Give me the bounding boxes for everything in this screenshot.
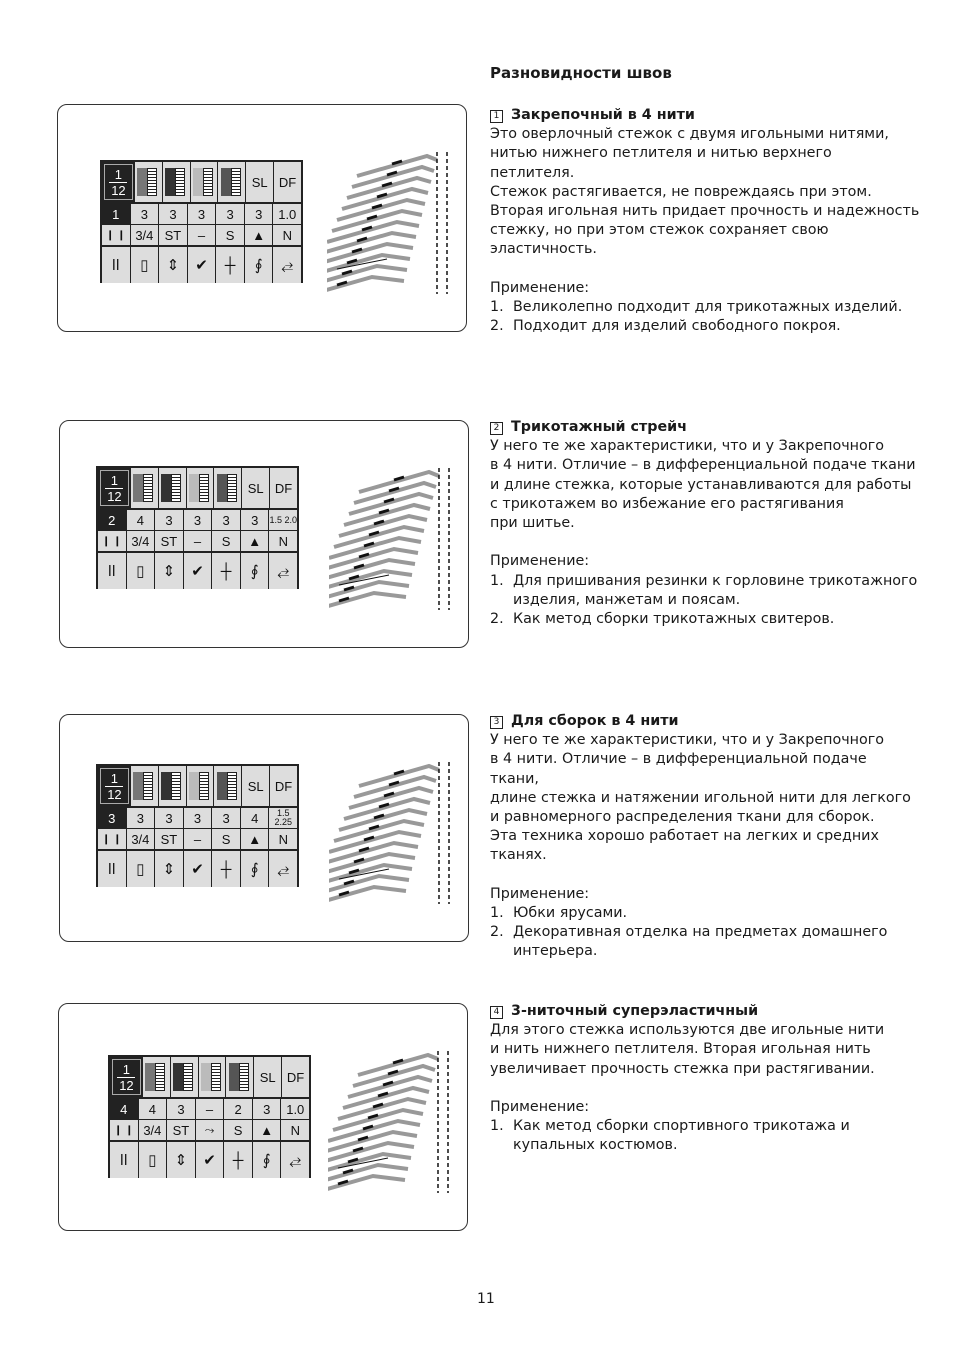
foot-icon: ✔ <box>188 247 216 283</box>
thread-tension-2 <box>159 766 186 806</box>
stitch-number: 1 <box>102 204 130 224</box>
section-heading <box>490 418 920 437</box>
foot-icon: ✔ <box>184 553 212 589</box>
threading-icon: ⥄ <box>281 1142 309 1178</box>
thread-tension-1 <box>135 162 162 202</box>
setting-value: 3 <box>184 510 212 530</box>
spacer <box>490 866 920 885</box>
thread-tension-4 <box>226 1057 253 1097</box>
section-heading <box>490 106 920 125</box>
fraction <box>105 772 123 801</box>
tension-dial-icon <box>145 1063 167 1091</box>
needle-setting: S <box>224 1120 252 1140</box>
header-sl: SL <box>246 162 273 202</box>
settings-row <box>98 510 297 530</box>
setting-value: 3 <box>159 204 187 224</box>
wavy-stitch-icon: ⤳ <box>204 1122 215 1137</box>
setting-value: 3 <box>212 808 240 828</box>
 <box>143 474 153 502</box>
body-line: эластичность. <box>490 241 597 258</box>
usage-text: Подходит для изделий свободного покроя. <box>513 318 841 335</box>
setting-value: 3 <box>241 510 269 530</box>
thread-tension-3 <box>191 162 218 202</box>
knife-icon: ▯ <box>127 851 155 887</box>
 <box>161 474 171 502</box>
dial-rh-st-icon: ⇕ <box>155 553 183 589</box>
icon-row <box>110 1142 309 1178</box>
needle-lr-icon: ǀǀ <box>110 1142 138 1178</box>
threading-icon: ⥄ <box>269 851 297 887</box>
usage-number: 1. <box>490 905 504 922</box>
usage-item <box>490 904 920 923</box>
 <box>227 772 237 800</box>
header-sl: SL <box>242 766 269 806</box>
settings-table <box>108 1055 311 1178</box>
section-title: 3-ниточный суперэластичный <box>511 1003 759 1019</box>
setting-value <box>269 510 297 530</box>
needles-icon: ❙ ❙ <box>98 531 126 551</box>
 <box>173 1063 183 1091</box>
 <box>201 1063 211 1091</box>
knife-icon: ▯ <box>127 553 155 589</box>
needles-icon: ❙ ❙ <box>102 225 130 245</box>
settings-row <box>110 1099 309 1119</box>
fraction-bottom: 12 <box>107 786 122 802</box>
stitch-diagram <box>327 144 477 304</box>
df-range: 1.5 2.0 <box>269 514 298 525</box>
needle-setting <box>196 1120 224 1140</box>
usage-number: 1. <box>490 299 504 316</box>
usage-text: Для пришивания резинки к горловине трикотажного изделия, манжетам и поясам. <box>513 572 918 608</box>
 <box>171 772 181 800</box>
settings-table <box>100 160 303 283</box>
body-line: при шитье. <box>490 515 575 532</box>
body-line: в 4 нити. Отличие – в дифференциальной подаче ткани, <box>490 751 867 787</box>
setting-value: 2 <box>224 1099 252 1119</box>
spacer <box>490 533 920 552</box>
needle-setting: S <box>212 829 240 849</box>
usage-number: 1. <box>490 572 504 589</box>
 <box>189 474 199 502</box>
usage-label: Применение: <box>490 553 590 570</box>
 <box>161 772 171 800</box>
page-title: Разновидности швов <box>490 64 672 82</box>
header-sl: SL <box>254 1057 281 1097</box>
stitch-section <box>490 1002 920 1156</box>
body-line: с трикотажем во избежание его растягивания <box>490 495 844 512</box>
dial-rh-st-icon: ⇕ <box>159 247 187 283</box>
blade-icon: ┼ <box>212 553 240 589</box>
stitch-length-fraction <box>100 470 129 506</box>
 <box>175 168 185 196</box>
usage-item <box>490 923 920 961</box>
body-line: в 4 нити. Отличие – в дифференциальной подаче ткани <box>490 457 916 474</box>
looper-icon: ∮ <box>245 247 273 283</box>
stitch-length-fraction <box>112 1059 141 1095</box>
fraction-top: 1 <box>110 472 119 488</box>
usage-number: 2. <box>490 611 504 628</box>
needles-icon: ❙ ❙ <box>110 1120 138 1140</box>
thread-tension-3 <box>187 468 214 508</box>
usage-number: 2. <box>490 318 504 335</box>
knife-icon: ▯ <box>131 247 159 283</box>
plate-triangle-icon: ▲ <box>245 225 273 245</box>
needle-setting: N <box>269 531 297 551</box>
thread-tension-4 <box>214 468 241 508</box>
usage-number: 2. <box>490 924 504 941</box>
usage-label: Применение: <box>490 1099 590 1116</box>
icon-row <box>102 247 301 283</box>
fraction-bottom: 12 <box>119 1077 134 1093</box>
 <box>221 168 231 196</box>
thread-tension-3 <box>187 766 214 806</box>
 <box>171 474 181 502</box>
 <box>133 474 143 502</box>
tension-dial-icon <box>161 474 183 502</box>
setting-value: 3 <box>245 204 273 224</box>
tension-dial-icon <box>133 474 155 502</box>
body-line: У него те же характеристики, что и у Закрепочного <box>490 732 885 749</box>
needle-lr-icon: ǀǀ <box>98 851 126 887</box>
stitch-length-fraction <box>100 768 129 804</box>
 <box>217 772 227 800</box>
setting-value: 3 <box>184 808 212 828</box>
needle-row <box>98 531 297 551</box>
tension-dial-icon <box>189 772 211 800</box>
setting-value: 3 <box>212 510 240 530</box>
body-line: Стежок растягивается, не повреждаясь при этом. <box>490 183 872 200</box>
blade-icon: ┼ <box>212 851 240 887</box>
foot-icon: ✔ <box>196 1142 224 1178</box>
 <box>239 1063 249 1091</box>
setting-value: 3 <box>131 204 159 224</box>
section-heading <box>490 712 920 731</box>
body-line: увеличивает прочность стежка при растягивании. <box>490 1060 875 1077</box>
 <box>165 168 175 196</box>
 <box>217 474 227 502</box>
setting-value: 3 <box>155 808 183 828</box>
usage-label: Применение: <box>490 885 590 902</box>
needle-row <box>110 1120 309 1140</box>
looper-icon: ∮ <box>241 553 269 589</box>
tension-dial-icon <box>133 772 155 800</box>
header-df: DF <box>270 468 297 508</box>
tension-dial-icon <box>189 474 211 502</box>
thread-tension-2 <box>159 468 186 508</box>
setting-value <box>269 808 297 828</box>
body-line: и нить нижнего петлителя. Вторая игольная нить <box>490 1041 871 1058</box>
body-line: Это оверлочный стежок с двумя игольными нитями, <box>490 126 889 143</box>
setting-value: 3 <box>155 510 183 530</box>
usage-item <box>490 1117 920 1155</box>
body-line: и длине стежка, которые устанавливаются для работы <box>490 476 912 493</box>
df-range: 1.5 2.25 <box>274 808 293 827</box>
stitch-section <box>490 712 920 962</box>
settings-table <box>96 764 299 887</box>
section-number: 4 <box>490 1006 503 1019</box>
needle-setting: 3/4 <box>127 829 155 849</box>
plate-triangle-icon: ▲ <box>241 829 269 849</box>
body-line: стежку, но при этом стежок сохраняет свою <box>490 222 829 239</box>
thread-tension-3 <box>199 1057 226 1097</box>
body-line: Для этого стежка используются две игольные нити <box>490 1022 885 1039</box>
table-header-row <box>110 1057 309 1097</box>
dial-rh-st-icon: ⇕ <box>155 851 183 887</box>
setting-value: 4 <box>139 1099 167 1119</box>
usage-item <box>490 317 920 336</box>
needle-setting: ST <box>159 225 187 245</box>
body-line: Вторая игольная нить придает прочность и надежность <box>490 203 920 220</box>
header-df: DF <box>282 1057 309 1097</box>
fraction <box>105 474 123 503</box>
 <box>155 1063 165 1091</box>
section-title: Закрепочный в 4 нити <box>511 107 695 123</box>
setting-value: 3 <box>127 808 155 828</box>
usage-item <box>490 572 920 610</box>
needle-lr-icon: ǀǀ <box>102 247 130 283</box>
needle-setting: S <box>212 531 240 551</box>
spacer <box>490 1079 920 1098</box>
usage-label: Применение: <box>490 279 590 296</box>
 <box>231 168 241 196</box>
section-title: Для сборок в 4 нити <box>511 713 679 729</box>
tension-dial-icon <box>221 168 243 196</box>
fraction-top: 1 <box>110 770 119 786</box>
plate-triangle-icon: ▲ <box>253 1120 281 1140</box>
 <box>199 474 209 502</box>
blade-icon: ┼ <box>216 247 244 283</box>
 <box>143 772 153 800</box>
tension-dial-icon <box>173 1063 195 1091</box>
fraction <box>117 1063 135 1092</box>
looper-icon: ∮ <box>253 1142 281 1178</box>
threading-icon: ⥄ <box>273 247 301 283</box>
tension-dial-icon <box>201 1063 223 1091</box>
settings-row <box>98 808 297 828</box>
needle-setting: – <box>184 829 212 849</box>
needle-lr-icon: ǀǀ <box>98 553 126 589</box>
setting-value: 4 <box>127 510 155 530</box>
tension-dial-icon <box>193 168 215 196</box>
fraction-top: 1 <box>122 1061 131 1077</box>
body-line: тканях. <box>490 847 547 864</box>
needle-row <box>102 225 301 245</box>
 <box>229 1063 239 1091</box>
fraction-bottom: 12 <box>111 182 126 198</box>
icon-row <box>98 553 297 589</box>
header-df: DF <box>270 766 297 806</box>
stitch-section <box>490 106 920 336</box>
 <box>189 772 199 800</box>
needle-setting: N <box>273 225 301 245</box>
 <box>147 168 157 196</box>
tension-dial-icon <box>161 772 183 800</box>
thread-tension-2 <box>171 1057 198 1097</box>
stitch-length-fraction <box>104 164 133 200</box>
usage-text: Как метод сборки трикотажных свитеров. <box>513 611 835 628</box>
threading-icon: ⥄ <box>269 553 297 589</box>
tension-dial-icon <box>137 168 159 196</box>
usage-number: 1. <box>490 1118 504 1135</box>
needle-setting: N <box>269 829 297 849</box>
body-line: нитью нижнего петлителя и нитью верхнего петлителя. <box>490 145 832 181</box>
 <box>203 168 213 196</box>
table-header-row <box>102 162 301 202</box>
thread-tension-1 <box>131 468 158 508</box>
needle-setting: 3/4 <box>131 225 159 245</box>
 <box>199 772 209 800</box>
section-number: 2 <box>490 422 503 435</box>
thread-tension-1 <box>143 1057 170 1097</box>
spacer <box>490 260 920 279</box>
stitch-section <box>490 418 920 629</box>
tension-dial-icon <box>165 168 187 196</box>
looper-icon: ∮ <box>241 851 269 887</box>
needle-setting: N <box>281 1120 309 1140</box>
settings-row <box>102 204 301 224</box>
section-title: Трикотажный стрейч <box>511 419 688 435</box>
needle-row <box>98 829 297 849</box>
 <box>227 474 237 502</box>
body-line: и равномерного распределения ткани для сборок. <box>490 809 875 826</box>
setting-value: 3 <box>253 1099 281 1119</box>
header-df: DF <box>274 162 301 202</box>
plate-triangle-icon: ▲ <box>241 531 269 551</box>
usage-text: Юбки ярусами. <box>513 905 628 922</box>
settings-table <box>96 466 299 589</box>
 <box>211 1063 221 1091</box>
fraction-top: 1 <box>114 166 123 182</box>
thread-tension-2 <box>163 162 190 202</box>
setting-value: – <box>196 1099 224 1119</box>
needles-icon: ❙ ❙ <box>98 829 126 849</box>
needle-setting: S <box>216 225 244 245</box>
thread-tension-1 <box>131 766 158 806</box>
 <box>133 772 143 800</box>
tension-dial-icon <box>217 772 239 800</box>
usage-text: Декоративная отделка на предметах домашнего интерьера. <box>513 924 888 960</box>
icon-row <box>98 851 297 887</box>
setting-value: 1.0 <box>281 1099 309 1119</box>
 <box>145 1063 155 1091</box>
header-sl: SL <box>242 468 269 508</box>
needle-setting: – <box>184 531 212 551</box>
section-heading <box>490 1002 920 1021</box>
knife-icon: ▯ <box>139 1142 167 1178</box>
tension-dial-icon <box>229 1063 251 1091</box>
usage-text: Великолепно подходит для трикотажных изделий. <box>513 299 903 316</box>
section-number: 3 <box>490 716 503 729</box>
setting-value: 3 <box>188 204 216 224</box>
needle-setting: – <box>188 225 216 245</box>
body-line: У него те же характеристики, что и у Закрепочного <box>490 438 885 455</box>
tension-dial-icon <box>217 474 239 502</box>
needle-setting: 3/4 <box>139 1120 167 1140</box>
setting-value: 4 <box>241 808 269 828</box>
fraction <box>109 168 127 197</box>
needle-setting: ST <box>167 1120 195 1140</box>
foot-icon: ✔ <box>184 851 212 887</box>
usage-item <box>490 610 920 629</box>
setting-value: 1.0 <box>273 204 301 224</box>
 <box>193 168 203 196</box>
usage-text: Как метод сборки спортивного трикотажа и купальных костюмов. <box>513 1118 850 1154</box>
needle-setting: ST <box>155 829 183 849</box>
blade-icon: ┼ <box>224 1142 252 1178</box>
stitch-number: 3 <box>98 808 126 828</box>
setting-value: 3 <box>216 204 244 224</box>
page-number: 11 <box>477 1291 495 1307</box>
thread-tension-4 <box>218 162 245 202</box>
 <box>137 168 147 196</box>
fraction-bottom: 12 <box>107 488 122 504</box>
setting-value: 3 <box>167 1099 195 1119</box>
body-line: Эта техника хорошо работает на легких и средних <box>490 828 879 845</box>
usage-item <box>490 298 920 317</box>
thread-tension-4 <box>214 766 241 806</box>
stitch-number: 4 <box>110 1099 138 1119</box>
 <box>183 1063 193 1091</box>
stitch-number: 2 <box>98 510 126 530</box>
body-line: длине стежка и натяжении игольной нити для легкого <box>490 789 911 806</box>
table-header-row <box>98 468 297 508</box>
stitch-diagram <box>329 754 479 914</box>
needle-setting: 3/4 <box>127 531 155 551</box>
needle-setting: ST <box>155 531 183 551</box>
table-header-row <box>98 766 297 806</box>
stitch-diagram <box>328 1043 478 1203</box>
stitch-diagram <box>329 460 479 620</box>
section-number: 1 <box>490 110 503 123</box>
dial-rh-st-icon: ⇕ <box>167 1142 195 1178</box>
